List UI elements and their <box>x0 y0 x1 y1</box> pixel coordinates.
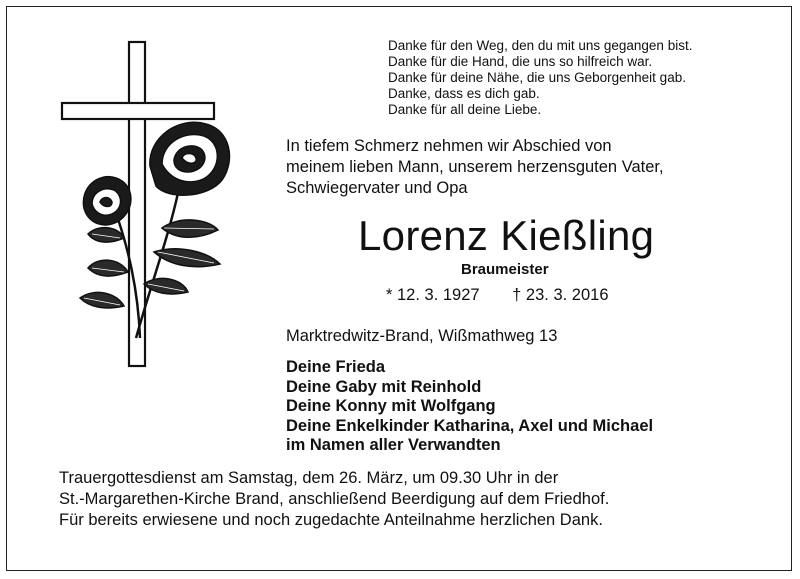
poem <box>388 38 692 118</box>
mourner-line: Deine Gaby mit Reinhold <box>286 377 482 396</box>
funeral-service-notice <box>59 468 609 531</box>
cross-with-roses-icon <box>58 38 278 373</box>
deceased-profession: Braumeister <box>461 261 549 278</box>
mourner-line: im Namen aller Verwandten <box>286 436 501 454</box>
poem-line: Danke für den Weg, den du mit uns gegangen bist. <box>388 38 693 53</box>
farewell-intro <box>286 136 664 199</box>
death-date: † 23. 3. 2016 <box>512 286 609 304</box>
mourner-line: Deine Frieda <box>286 358 386 376</box>
mourners-list <box>286 358 653 456</box>
birth-date: * 12. 3. 1927 <box>386 286 480 304</box>
service-line: Trauergottesdienst am Samstag, dem 26. März, um 09.30 Uhr in der <box>59 469 559 487</box>
mourner-line: Deine Enkelkinder Katharina, Axel und Michael <box>286 416 654 435</box>
poem-line: Danke für all deine Liebe. <box>388 102 542 117</box>
service-line: St.-Margarethen-Kirche Brand, anschließend Beerdigung auf dem Friedhof. <box>59 490 610 508</box>
mourner-line: Deine Konny mit Wolfgang <box>286 397 496 415</box>
intro-line: In tiefem Schmerz nehmen wir Abschied von <box>286 137 612 155</box>
deceased-name: Lorenz Kießling <box>358 212 655 259</box>
poem-line: Danke für die Hand, die uns so hilfreich war. <box>388 54 653 69</box>
family-address: Marktredwitz-Brand, Wißmathweg 13 <box>286 327 558 345</box>
poem-line: Danke, dass es dich gab. <box>388 86 540 101</box>
service-line: Für bereits erwiesene und noch zugedachte Anteilnahme herzlichen Dank. <box>59 511 603 529</box>
intro-line: Schwiegervater und Opa <box>286 179 468 197</box>
intro-line: meinem lieben Mann, unserem herzensguten Vater, <box>286 158 664 176</box>
life-dates <box>386 286 609 305</box>
poem-line: Danke für deine Nähe, die uns Geborgenheit gab. <box>388 70 686 85</box>
